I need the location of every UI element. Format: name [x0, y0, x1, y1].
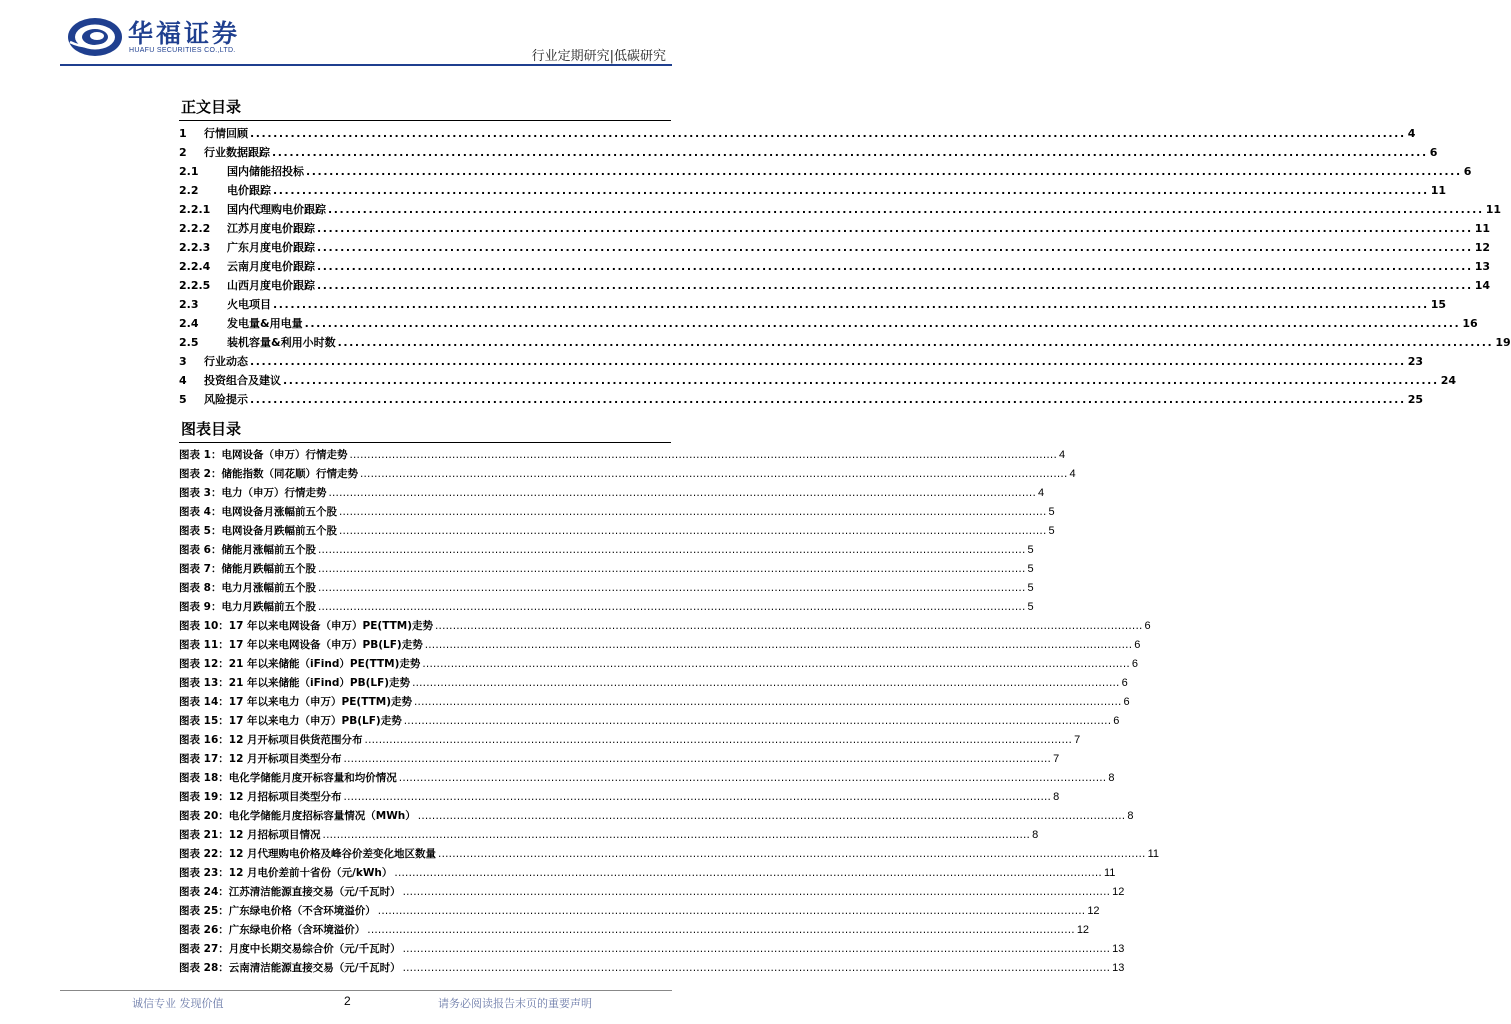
leader-dots: ........................................................................................................................................................................................................ — [394, 867, 1102, 879]
figure-entry[interactable] — [179, 807, 1134, 826]
leader-dots: ........................................................................................................................................................................................................ — [364, 734, 1073, 746]
toc-entry[interactable] — [179, 200, 1502, 219]
figure-entry[interactable] — [179, 731, 1081, 750]
figure-entry[interactable] — [179, 503, 1055, 522]
toc-entry-page: 11 — [1430, 184, 1447, 197]
page-header — [0, 0, 724, 70]
toc-entry[interactable] — [179, 390, 1424, 409]
figure-entry-title: 图表 19：12 月招标项目类型分布 — [179, 791, 342, 803]
toc-entry-number: 2.5 — [179, 336, 199, 349]
leader-dots: ........................................................................................................................................................................................................ — [343, 791, 1052, 803]
toc-entry[interactable] — [179, 333, 1511, 352]
figure-entry-title: 图表 23：12 月电价差前十省份（元/kWh） — [179, 867, 393, 879]
figure-entry-title: 图表 12：21 年以来储能（iFind）PE(TTM)走势 — [179, 658, 421, 670]
toc-entry[interactable] — [179, 219, 1491, 238]
leader-dots: ........................................................................................................................................................................................................ — [328, 203, 1484, 216]
toc-entry-page: 23 — [1407, 355, 1424, 368]
figure-entry[interactable] — [179, 522, 1055, 541]
toc-entry[interactable] — [179, 371, 1457, 390]
leader-dots: ........................................................................................................................................................................................................ — [424, 639, 1133, 651]
toc-entry-page: 12 — [1474, 241, 1491, 254]
toc-entry-title: 山西月度电价跟踪 — [227, 279, 315, 292]
figure-entry[interactable] — [179, 864, 1116, 883]
toc-entry-title: 发电量&用电量 — [227, 317, 303, 330]
toc-entry-number: 1 — [179, 127, 187, 140]
figure-entry-title: 图表 15：17 年以来电力（申万）PB(LF)走势 — [179, 715, 402, 727]
leader-dots: ........................................................................................................................................................................................................ — [322, 829, 1031, 841]
figure-entry-page: 5 — [1027, 582, 1034, 594]
toc-entry-page: 24 — [1440, 374, 1457, 387]
toc-entry[interactable] — [179, 124, 1416, 143]
figure-entry-title: 图表 22：12 月代理购电价格及峰谷价差变化地区数量 — [179, 848, 437, 860]
toc-entry-number: 2.2.1 — [179, 203, 211, 216]
leader-dots: ........................................................................................................................................................................................................ — [403, 715, 1112, 727]
toc-entry[interactable] — [179, 143, 1438, 162]
leader-dots: ........................................................................................................................................................................................................ — [272, 146, 1428, 159]
figure-entry[interactable] — [179, 598, 1034, 617]
figure-entry-title: 图表 3：电力（申万）行情走势 — [179, 487, 327, 499]
toc-entry[interactable] — [179, 238, 1491, 257]
toc-divider — [179, 120, 671, 121]
toc-entry-number: 2.4 — [179, 317, 199, 330]
toc-entry-number: 2.2.3 — [179, 241, 211, 254]
figure-entry[interactable] — [179, 484, 1045, 503]
leader-dots: ........................................................................................................................................................................................................ — [414, 696, 1122, 708]
leader-dots: ........................................................................................................................................................................................................ — [338, 506, 1047, 518]
figure-entry-title: 图表 6：储能月涨幅前五个股 — [179, 544, 316, 556]
leader-dots: ........................................................................................................................................................................................................ — [306, 165, 1462, 178]
figure-entry-page: 8 — [1127, 810, 1134, 822]
toc-entry-page: 6 — [1463, 165, 1472, 178]
toc-entry[interactable] — [179, 295, 1447, 314]
figure-entry[interactable] — [179, 674, 1128, 693]
figure-entry-title: 图表 17：12 月开标项目类型分布 — [179, 753, 342, 765]
huafu-logo-icon — [66, 16, 124, 58]
figure-entry[interactable] — [179, 560, 1034, 579]
figure-entry-title: 图表 21：12 月招标项目情况 — [179, 829, 321, 841]
toc-entry-title: 火电项目 — [227, 298, 271, 311]
figure-entry-page: 5 — [1027, 563, 1034, 575]
leader-dots: ........................................................................................................................................................................................................ — [417, 810, 1126, 822]
figure-entry-title: 图表 27：月度中长期交易综合价（元/千瓦时） — [179, 943, 401, 955]
toc-entry-title: 国内储能招投标 — [227, 165, 304, 178]
leader-dots: ........................................................................................................................................................................................................ — [317, 563, 1026, 575]
toc-entry-title: 行业动态 — [204, 355, 248, 368]
figure-entry[interactable] — [179, 579, 1034, 598]
figure-entry-title: 图表 13：21 年以来储能（iFind）PB(LF)走势 — [179, 677, 411, 689]
report-type: 行业定期研究|低碳研究 — [531, 49, 666, 64]
leader-dots: ........................................................................................................................................................................................................ — [422, 658, 1130, 670]
toc-entry[interactable] — [179, 162, 1472, 181]
figure-entry[interactable] — [179, 921, 1090, 940]
toc-entry-number: 2.2.5 — [179, 279, 211, 292]
footer-disclaimer: 请务必阅读报告末页的重要声明 — [438, 997, 592, 1010]
toc-entry-page: 6 — [1429, 146, 1438, 159]
figure-entry-title: 图表 9：电力月跌幅前五个股 — [179, 601, 316, 613]
leader-dots: ........................................................................................................................................................................................................ — [317, 222, 1473, 235]
leader-dots: ........................................................................................................................................................................................................ — [250, 393, 1406, 406]
figure-entry-page: 13 — [1112, 962, 1125, 974]
figure-entry-page: 8 — [1053, 791, 1060, 803]
leader-dots: ........................................................................................................................................................................................................ — [317, 582, 1026, 594]
toc-entry-title: 广东月度电价跟踪 — [227, 241, 315, 254]
figure-entry[interactable] — [179, 883, 1125, 902]
toc-entry-page: 15 — [1430, 298, 1447, 311]
figure-entry-page: 4 — [1038, 487, 1045, 499]
leader-dots: ........................................................................................................................................................................................................ — [250, 355, 1406, 368]
toc-entry-title: 江苏月度电价跟踪 — [227, 222, 315, 235]
figure-entry-page: 7 — [1074, 734, 1081, 746]
figure-entry[interactable] — [179, 636, 1141, 655]
toc-entry-number: 2 — [179, 146, 187, 159]
footer-rule — [60, 990, 672, 991]
figure-entry[interactable] — [179, 788, 1060, 807]
figure-entry-page: 6 — [1131, 658, 1139, 670]
figure-entry-title: 图表 20：电化学储能月度招标容量情况（MWh） — [179, 810, 416, 822]
figure-entry[interactable] — [179, 769, 1115, 788]
figure-entry[interactable] — [179, 465, 1076, 484]
toc-entry-number: 4 — [179, 374, 187, 387]
leader-dots: ........................................................................................................................................................................................................ — [398, 772, 1107, 784]
figure-entry-page: 11 — [1147, 848, 1159, 860]
figure-entry-page: 13 — [1112, 943, 1125, 955]
toc-entry-number: 2.3 — [179, 298, 199, 311]
leader-dots: ........................................................................................................................................................................................................ — [349, 449, 1057, 461]
figure-entry[interactable] — [179, 541, 1034, 560]
footer-slogan: 诚信专业 发现价值 — [132, 997, 224, 1010]
toc-entry-title: 云南月度电价跟踪 — [227, 260, 315, 273]
leader-dots: ........................................................................................................................................................................................................ — [402, 962, 1111, 974]
toc-entry-number: 2.2.4 — [179, 260, 211, 273]
toc-entry-number: 2.2.2 — [179, 222, 211, 235]
figure-entry-title: 图表 26：广东绿电价格（含环境溢价） — [179, 924, 366, 936]
figure-entry[interactable] — [179, 826, 1039, 845]
leader-dots: ........................................................................................................................................................................................................ — [367, 924, 1075, 936]
leader-dots: ........................................................................................................................................................................................................ — [283, 374, 1439, 387]
figure-entry-title: 图表 10：17 年以来电网设备（申万）PE(TTM)走势 — [179, 620, 434, 632]
figure-entry-title: 图表 2：储能指数（同花顺）行情走势 — [179, 468, 358, 480]
leader-dots: ........................................................................................................................................................................................................ — [317, 544, 1026, 556]
toc-entry-number: 2.2 — [179, 184, 199, 197]
leader-dots: ........................................................................................................................................................................................................ — [377, 905, 1086, 917]
figure-entry-page: 5 — [1048, 525, 1055, 537]
figure-entry-page: 12 — [1112, 886, 1125, 898]
toc-entry-title: 国内代理购电价跟踪 — [227, 203, 326, 216]
figures-heading: 图表目录 — [181, 420, 242, 438]
figure-entry-page: 6 — [1121, 677, 1128, 689]
figure-entry-title: 图表 25：广东绿电价格（不含环境溢价） — [179, 905, 376, 917]
figure-entry-page: 12 — [1076, 924, 1090, 936]
figure-entry-title: 图表 14：17 年以来电力（申万）PE(TTM)走势 — [179, 696, 413, 708]
leader-dots: ........................................................................................................................................................................................................ — [359, 468, 1068, 480]
leader-dots: ........................................................................................................................................................................................................ — [338, 525, 1047, 537]
figure-entry-title: 图表 8：电力月涨幅前五个股 — [179, 582, 316, 594]
figure-entry-page: 8 — [1108, 772, 1115, 784]
figure-entry-page: 5 — [1027, 544, 1034, 556]
figure-entry[interactable] — [179, 940, 1125, 959]
toc-entry[interactable] — [179, 276, 1491, 295]
toc-entry-number: 2.1 — [179, 165, 199, 178]
leader-dots: ........................................................................................................................................................................................................ — [317, 241, 1473, 254]
figures-divider — [179, 442, 671, 443]
figures-list — [179, 446, 1159, 978]
toc-entry-page: 13 — [1474, 260, 1491, 273]
figure-entry-title: 图表 16：12 月开标项目供货范围分布 — [179, 734, 363, 746]
leader-dots: ........................................................................................................................................................................................................ — [250, 127, 1406, 140]
toc-entry[interactable] — [179, 352, 1424, 371]
leader-dots: ........................................................................................................................................................................................................ — [317, 260, 1473, 273]
figure-entry-page: 12 — [1087, 905, 1100, 917]
toc-entry-number: 5 — [179, 393, 187, 406]
header-rule — [60, 64, 672, 66]
figure-entry[interactable] — [179, 693, 1130, 712]
figure-entry-page: 6 — [1123, 696, 1130, 708]
toc-entry[interactable] — [179, 314, 1478, 333]
toc-entry-page: 14 — [1474, 279, 1491, 292]
leader-dots: ........................................................................................................................................................................................................ — [273, 298, 1429, 311]
figure-entry-page: 6 — [1134, 639, 1141, 651]
figure-entry-page: 6 — [1113, 715, 1120, 727]
figure-entry-title: 图表 24：江苏清洁能源直接交易（元/千瓦时） — [179, 886, 401, 898]
figure-entry-title: 图表 4：电网设备月涨幅前五个股 — [179, 506, 337, 518]
toc-entry-page: 16 — [1462, 317, 1478, 330]
figure-entry-page: 11 — [1103, 867, 1116, 879]
figure-entry[interactable] — [179, 446, 1066, 465]
toc-entry-page: 11 — [1485, 203, 1502, 216]
toc-entry-title: 投资组合及建议 — [204, 374, 281, 387]
toc-entry-page: 25 — [1407, 393, 1424, 406]
figure-entry-title: 图表 28：云南清洁能源直接交易（元/千瓦时） — [179, 962, 401, 974]
toc-entry-page: 19 — [1495, 336, 1511, 349]
leader-dots: ........................................................................................................................................................................................................ — [343, 753, 1052, 765]
figure-entry[interactable] — [179, 959, 1125, 978]
toc-entry-title: 行业数据跟踪 — [204, 146, 270, 159]
figure-entry-page: 4 — [1059, 449, 1066, 461]
toc-entry-title: 装机容量&利用小时数 — [227, 336, 336, 349]
logo-text: 华福证券 — [128, 19, 241, 48]
figure-entry-title: 图表 11：17 年以来电网设备（申万）PB(LF)走势 — [179, 639, 423, 651]
figure-entry[interactable] — [179, 712, 1120, 731]
figure-entry-page: 4 — [1069, 468, 1076, 480]
figure-entry[interactable] — [179, 750, 1060, 769]
leader-dots: ........................................................................................................................................................................................................ — [435, 620, 1143, 632]
leader-dots: ........................................................................................................................................................................................................ — [412, 677, 1120, 689]
toc-heading: 正文目录 — [181, 98, 242, 116]
figure-entry-title: 图表 1：电网设备（申万）行情走势 — [179, 449, 348, 461]
toc-entry-title: 行情回顾 — [204, 127, 248, 140]
leader-dots: ........................................................................................................................................................................................................ — [304, 317, 1461, 330]
figure-entry-page: 8 — [1032, 829, 1039, 841]
figure-entry-title: 图表 5：电网设备月跌幅前五个股 — [179, 525, 337, 537]
figure-entry-title: 图表 18：电化学储能月度开标容量和均价情况 — [179, 772, 397, 784]
toc-entry[interactable] — [179, 181, 1447, 200]
figure-entry[interactable] — [179, 902, 1100, 921]
toc-list — [179, 124, 1511, 409]
logo-english-text: HUAFU SECURITIES CO.,LTD. — [129, 47, 236, 54]
figure-entry[interactable] — [179, 617, 1151, 636]
leader-dots: ........................................................................................................................................................................................................ — [317, 601, 1026, 613]
leader-dots: ........................................................................................................................................................................................................ — [273, 184, 1429, 197]
leader-dots: ........................................................................................................................................................................................................ — [317, 279, 1473, 292]
leader-dots: ........................................................................................................................................................................................................ — [328, 487, 1036, 499]
leader-dots: ........................................................................................................................................................................................................ — [438, 848, 1146, 860]
toc-entry-page: 4 — [1407, 127, 1416, 140]
leader-dots: ........................................................................................................................................................................................................ — [402, 886, 1111, 898]
figure-entry-page: 7 — [1053, 753, 1060, 765]
toc-entry-title: 风险提示 — [204, 393, 248, 406]
toc-entry-page: 11 — [1474, 222, 1491, 235]
toc-entry-number: 3 — [179, 355, 187, 368]
leader-dots: ........................................................................................................................................................................................................ — [402, 943, 1111, 955]
leader-dots: ........................................................................................................................................................................................................ — [337, 336, 1494, 349]
figure-entry-title: 图表 7：储能月跌幅前五个股 — [179, 563, 316, 575]
page-number: 2 — [344, 994, 351, 1008]
figure-entry[interactable] — [179, 845, 1159, 864]
figure-entry[interactable] — [179, 655, 1139, 674]
toc-entry-title: 电价跟踪 — [227, 184, 271, 197]
figure-entry-page: 5 — [1027, 601, 1034, 613]
figure-entry-page: 6 — [1144, 620, 1151, 632]
figure-entry-page: 5 — [1048, 506, 1055, 518]
toc-entry[interactable] — [179, 257, 1491, 276]
